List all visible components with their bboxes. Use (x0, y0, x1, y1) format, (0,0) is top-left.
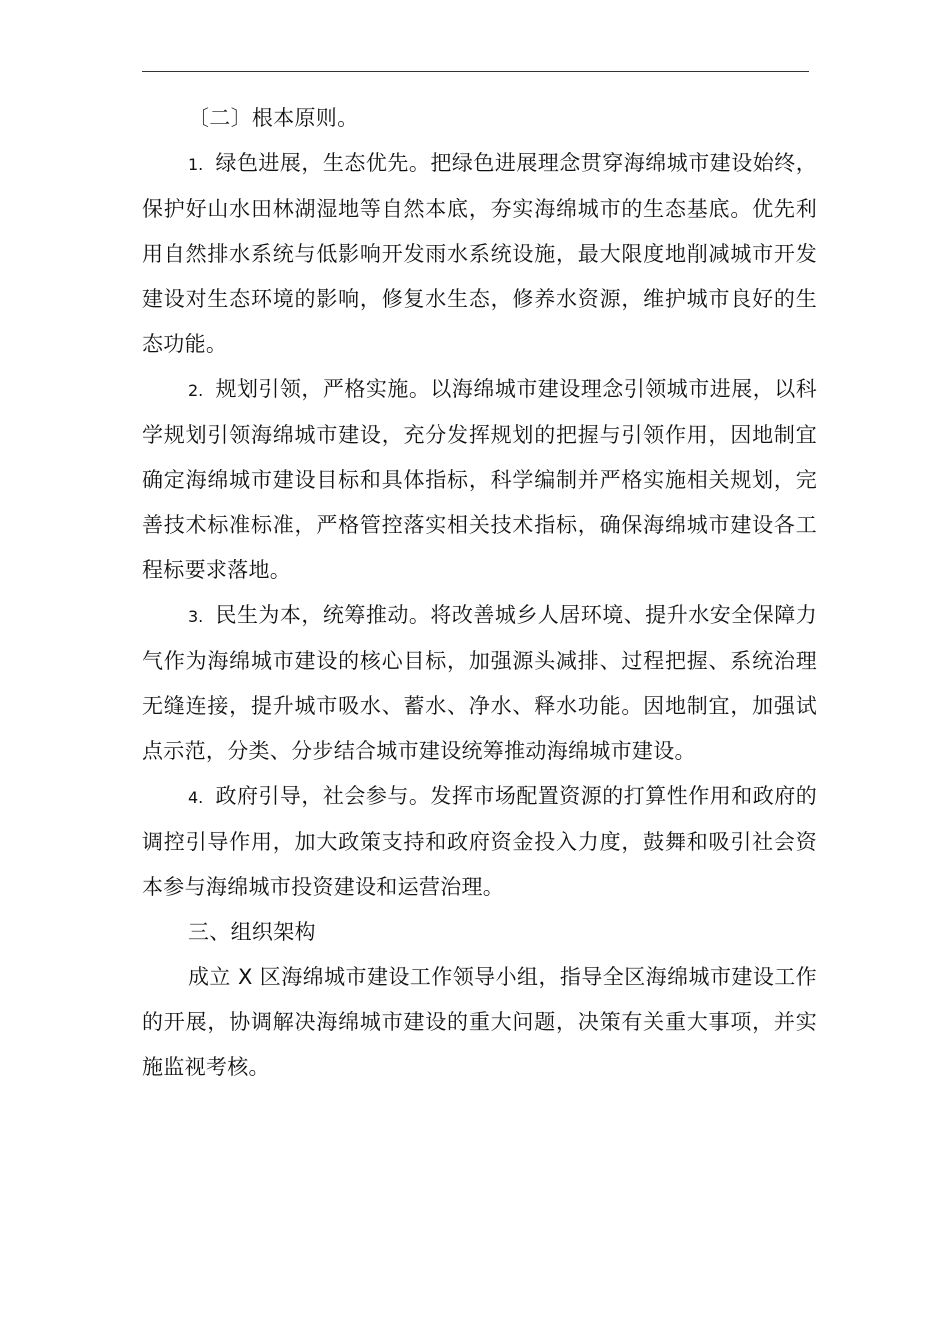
principle-number-2: 2. (188, 381, 204, 400)
principle-text-1: 绿色进展，生态优先。把绿色进展理念贯穿海绵城市建设始终，保护好山水田林湖湿地等自然本底，夯实海绵城市的生态基底。优先利用自然排水系统与低影响开发雨水系统设施，最大限度地削减城市开发建设对生态环境的影响，修复水生态，修养水资源，维护城市良好的生态功能。 (142, 151, 817, 356)
principle-paragraph-1 (142, 141, 817, 367)
principle-number-4: 4. (188, 788, 204, 807)
principle-paragraph-3 (142, 593, 817, 774)
principle-text-3: 民生为本，统筹推动。将改善城乡人居环境、提升水安全保障力气作为海绵城市建设的核心目标，加强源头减排、过程把握、系统治理无缝连接，提升城市吸水、蓄水、净水、释水功能。因地制宜，加强试点示范，分类、分步结合城市建设统筹推动海绵城市建设。 (142, 603, 817, 763)
document-body (142, 96, 817, 1090)
section-heading: 〔二〕根本原则。 (188, 106, 359, 130)
principle-text-4: 政府引导，社会参与。发挥市场配置资源的打算性作用和政府的调控引导作用，加大政策支持和政府资金投入力度，鼓舞和吸引社会资本参与海绵城市投资建设和运营治理。 (142, 784, 817, 899)
principle-paragraph-2 (142, 367, 817, 593)
header-rule (142, 71, 809, 72)
principle-paragraph-4 (142, 774, 817, 910)
principle-number-3: 3. (188, 607, 204, 626)
principle-text-2: 规划引领，严格实施。以海绵城市建设理念引领城市进展，以科学规划引领海绵城市建设，充分发挥规划的把握与引领作用，因地制宜确定海绵城市建设目标和具体指标，科学编制并严格实施相关规划，完善技术标准标准，严格管控落实相关技术指标，确保海绵城市建设各工程标要求落地。 (142, 377, 817, 582)
chapter-heading: 三、组织架构 (188, 920, 316, 944)
closing-paragraph: 成立 X 区海绵城市建设工作领导小组，指导全区海绵城市建设工作的开展，协调解决海绵城市建设的重大问题，决策有关重大事项，并实施监视考核。 (142, 965, 817, 1079)
principle-number-1: 1. (188, 155, 204, 174)
